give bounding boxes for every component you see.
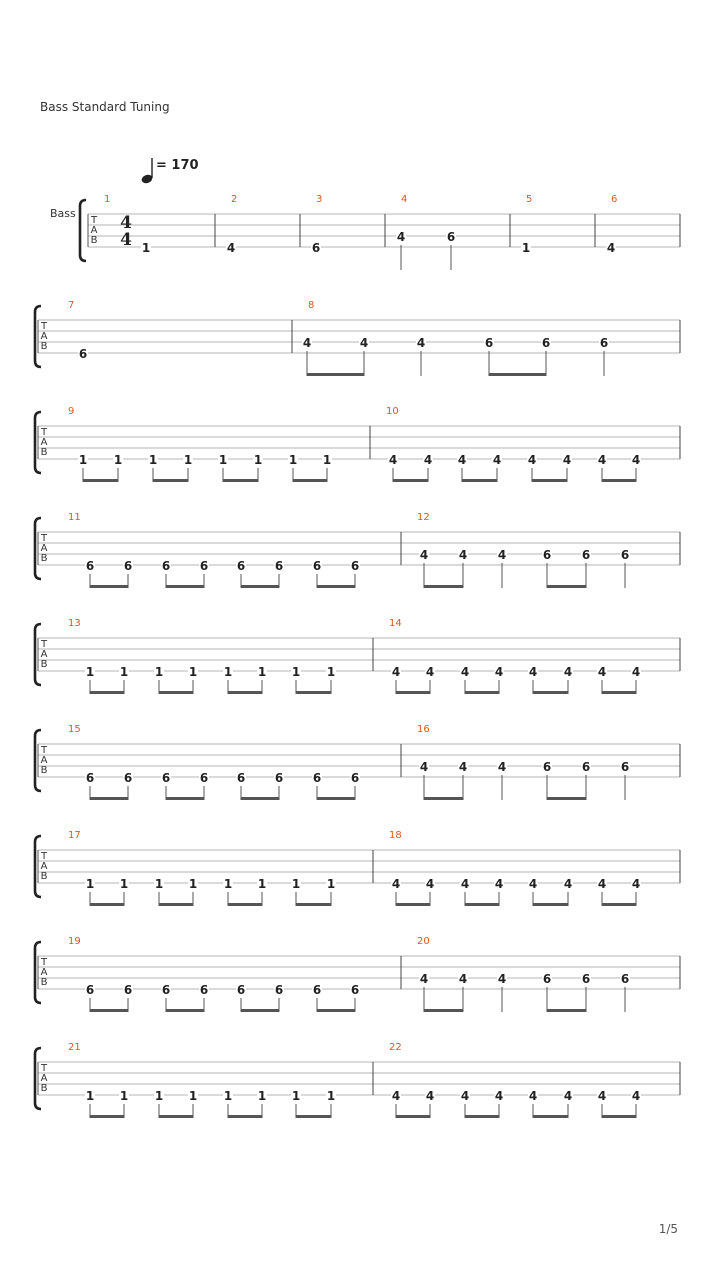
measure-number: 19 [68, 936, 81, 947]
note-beam [159, 903, 193, 906]
note-beam [166, 585, 204, 588]
note-beam [241, 797, 279, 800]
fret-number: 6 [236, 771, 246, 785]
fret-number: 1 [188, 665, 198, 679]
note-beam [533, 691, 568, 694]
note-beam [296, 691, 331, 694]
fret-number: 1 [148, 453, 158, 467]
tab-clef-letter: A [40, 649, 48, 660]
fret-number: 4 [528, 877, 538, 891]
fret-number: 4 [460, 877, 470, 891]
note-beam [424, 585, 463, 588]
fret-number: 6 [581, 548, 591, 562]
fret-number: 4 [391, 877, 401, 891]
fret-number: 6 [85, 559, 95, 573]
tab-clef-letter: B [40, 341, 48, 352]
fret-number: 6 [350, 771, 360, 785]
time-signature-bottom: 4 [120, 230, 132, 250]
fret-number: 4 [631, 877, 641, 891]
fret-number: 4 [563, 1089, 573, 1103]
fret-number: 4 [562, 453, 572, 467]
note-beam [296, 1115, 331, 1118]
fret-number: 6 [311, 241, 321, 255]
measure-number: 2 [231, 194, 238, 205]
tab-clef-letter: B [40, 977, 48, 988]
fret-number: 6 [78, 347, 88, 361]
note-beam [166, 1009, 204, 1012]
fret-number: 6 [236, 983, 246, 997]
note-beam [241, 585, 279, 588]
fret-number: 1 [257, 877, 267, 891]
measure-number: 9 [68, 406, 75, 417]
measure-number: 18 [389, 830, 402, 841]
fret-number: 1 [326, 665, 336, 679]
tab-clef-letter: T [40, 851, 48, 862]
fret-number: 6 [199, 983, 209, 997]
fret-number: 1 [188, 877, 198, 891]
fret-number: 1 [85, 1089, 95, 1103]
note-beam [317, 585, 355, 588]
note-beam [396, 691, 430, 694]
fret-number: 4 [425, 1089, 435, 1103]
fret-number: 4 [419, 972, 429, 986]
measure-number: 17 [68, 830, 81, 841]
measure-number: 15 [68, 724, 81, 735]
note-beam [159, 1115, 193, 1118]
fret-number: 4 [425, 877, 435, 891]
note-beam [396, 903, 430, 906]
tab-clef-letter: A [40, 967, 48, 978]
measure-number: 5 [526, 194, 533, 205]
note-beam [228, 691, 262, 694]
fret-number: 4 [460, 665, 470, 679]
fret-number: 4 [528, 1089, 538, 1103]
fret-number: 4 [302, 336, 312, 350]
fret-number: 1 [223, 1089, 233, 1103]
note-beam [547, 1009, 586, 1012]
tab-clef-letter: B [40, 553, 48, 564]
note-beam [90, 797, 128, 800]
fret-number: 6 [123, 559, 133, 573]
note-beam [465, 1115, 499, 1118]
fret-number: 6 [620, 548, 630, 562]
fret-number: 6 [542, 760, 552, 774]
fret-number: 1 [322, 453, 332, 467]
fret-number: 1 [119, 665, 129, 679]
fret-number: 4 [497, 548, 507, 562]
fret-number: 1 [85, 665, 95, 679]
note-beam [228, 1115, 262, 1118]
fret-number: 6 [274, 559, 284, 573]
fret-number: 4 [425, 665, 435, 679]
fret-number: 6 [161, 771, 171, 785]
fret-number: 4 [631, 453, 641, 467]
tab-clef-letter: A [40, 437, 48, 448]
fret-number: 4 [494, 1089, 504, 1103]
fret-number: 1 [326, 877, 336, 891]
measure-number: 4 [401, 194, 408, 205]
fret-number: 4 [419, 548, 429, 562]
fret-number: 6 [484, 336, 494, 350]
fret-number: 1 [183, 453, 193, 467]
fret-number: 6 [161, 983, 171, 997]
note-beam [90, 691, 124, 694]
fret-number: 6 [85, 771, 95, 785]
fret-number: 1 [223, 665, 233, 679]
note-beam [307, 373, 364, 376]
fret-number: 6 [236, 559, 246, 573]
tab-clef-letter: B [40, 659, 48, 670]
tab-clef-letter: T [40, 639, 48, 650]
note-beam [602, 479, 636, 482]
tab-clef-letter: B [40, 871, 48, 882]
fret-number: 6 [599, 336, 609, 350]
fret-number: 6 [541, 336, 551, 350]
measure-number: 12 [417, 512, 430, 523]
fret-number: 6 [274, 771, 284, 785]
fret-number: 4 [458, 972, 468, 986]
page-number: 1/5 [658, 1222, 678, 1236]
fret-number: 4 [528, 665, 538, 679]
fret-number: 4 [597, 453, 607, 467]
tab-clef-letter: T [40, 957, 48, 968]
measure-number: 1 [104, 194, 111, 205]
fret-number: 6 [123, 983, 133, 997]
fret-number: 1 [154, 877, 164, 891]
measure-number: 14 [389, 618, 402, 629]
fret-number: 1 [78, 453, 88, 467]
fret-number: 1 [141, 241, 151, 255]
fret-number: 1 [218, 453, 228, 467]
fret-number: 4 [631, 1089, 641, 1103]
fret-number: 1 [154, 1089, 164, 1103]
fret-number: 4 [419, 760, 429, 774]
fret-number: 6 [620, 760, 630, 774]
fret-number: 1 [521, 241, 531, 255]
measure-number: 16 [417, 724, 430, 735]
fret-number: 6 [350, 559, 360, 573]
note-beam [296, 903, 331, 906]
tab-clef-letter: A [90, 225, 98, 236]
note-beam [90, 1115, 124, 1118]
fret-number: 6 [161, 559, 171, 573]
note-beam [166, 797, 204, 800]
system-bracket [80, 200, 86, 261]
fret-number: 1 [257, 665, 267, 679]
fret-number: 6 [85, 983, 95, 997]
note-beam [159, 691, 193, 694]
time-signature-top: 4 [120, 213, 132, 233]
tab-clef-letter: B [40, 447, 48, 458]
note-beam [228, 903, 262, 906]
fret-number: 4 [606, 241, 616, 255]
note-beam [465, 903, 499, 906]
fret-number: 4 [527, 453, 537, 467]
measure-number: 21 [68, 1042, 81, 1053]
tab-clef-letter: B [90, 235, 98, 246]
measure-number: 20 [417, 936, 430, 947]
note-beam [241, 1009, 279, 1012]
tab-clef-letter: A [40, 755, 48, 766]
measure-number: 7 [68, 300, 75, 311]
fret-number: 1 [291, 665, 301, 679]
fret-number: 4 [563, 665, 573, 679]
fret-number: 1 [291, 877, 301, 891]
fret-number: 4 [597, 665, 607, 679]
fret-number: 6 [312, 771, 322, 785]
measure-number: 11 [68, 512, 81, 523]
fret-number: 6 [581, 972, 591, 986]
tab-clef-letter: T [90, 215, 98, 226]
tab-clef-letter: T [40, 427, 48, 438]
note-beam [317, 797, 355, 800]
instrument-label: Bass [50, 207, 76, 220]
fret-number: 4 [563, 877, 573, 891]
note-beam [533, 903, 568, 906]
note-beam [602, 1115, 636, 1118]
fret-number: 6 [199, 771, 209, 785]
note-beam [293, 479, 327, 482]
fret-number: 1 [291, 1089, 301, 1103]
note-beam [223, 479, 258, 482]
fret-number: 6 [446, 230, 456, 244]
note-beam [547, 585, 586, 588]
note-beam [83, 479, 118, 482]
fret-number: 4 [494, 877, 504, 891]
tab-clef-letter: B [40, 765, 48, 776]
tab-clef-letter: T [40, 321, 48, 332]
note-beam [393, 479, 428, 482]
tuning-label: Bass Standard Tuning [40, 100, 170, 114]
note-beam [90, 585, 128, 588]
note-beam [547, 797, 586, 800]
note-beam [489, 373, 546, 376]
fret-number: 1 [326, 1089, 336, 1103]
fret-number: 4 [458, 760, 468, 774]
fret-number: 4 [226, 241, 236, 255]
measure-number: 8 [308, 300, 315, 311]
fret-number: 1 [223, 877, 233, 891]
fret-number: 4 [416, 336, 426, 350]
fret-number: 6 [312, 559, 322, 573]
fret-number: 4 [460, 1089, 470, 1103]
note-beam [317, 1009, 355, 1012]
note-beam [424, 1009, 463, 1012]
measure-number: 22 [389, 1042, 402, 1053]
measure-number: 3 [316, 194, 323, 205]
fret-number: 6 [542, 548, 552, 562]
fret-number: 4 [359, 336, 369, 350]
tab-clef-letter: T [40, 1063, 48, 1074]
fret-number: 6 [312, 983, 322, 997]
fret-number: 1 [154, 665, 164, 679]
note-beam [90, 1009, 128, 1012]
tab-clef-letter: T [40, 533, 48, 544]
fret-number: 6 [581, 760, 591, 774]
fret-number: 4 [396, 230, 406, 244]
note-beam [396, 1115, 430, 1118]
note-beam [153, 479, 188, 482]
tab-clef-letter: T [40, 745, 48, 756]
fret-number: 1 [119, 877, 129, 891]
measure-number: 13 [68, 618, 81, 629]
fret-number: 6 [620, 972, 630, 986]
note-beam [462, 479, 497, 482]
tab-clef-letter: A [40, 331, 48, 342]
fret-number: 4 [597, 877, 607, 891]
fret-number: 1 [188, 1089, 198, 1103]
fret-number: 6 [123, 771, 133, 785]
fret-number: 6 [542, 972, 552, 986]
fret-number: 4 [494, 665, 504, 679]
measure-number: 10 [386, 406, 399, 417]
note-beam [602, 903, 636, 906]
note-beam [90, 903, 124, 906]
fret-number: 6 [350, 983, 360, 997]
note-beam [602, 691, 636, 694]
tab-clef-letter: B [40, 1083, 48, 1094]
fret-number: 4 [423, 453, 433, 467]
fret-number: 4 [597, 1089, 607, 1103]
fret-number: 4 [631, 665, 641, 679]
measure-number: 6 [611, 194, 618, 205]
note-beam [424, 797, 463, 800]
note-beam [533, 1115, 568, 1118]
fret-number: 4 [458, 548, 468, 562]
tempo-marking: = 170 [156, 158, 199, 173]
fret-number: 1 [113, 453, 123, 467]
fret-number: 4 [497, 760, 507, 774]
note-beam [532, 479, 567, 482]
fret-number: 6 [274, 983, 284, 997]
tab-clef-letter: A [40, 543, 48, 554]
fret-number: 1 [253, 453, 263, 467]
tab-clef-letter: A [40, 861, 48, 872]
fret-number: 1 [257, 1089, 267, 1103]
fret-number: 4 [492, 453, 502, 467]
fret-number: 1 [288, 453, 298, 467]
fret-number: 4 [391, 665, 401, 679]
tab-clef-letter: A [40, 1073, 48, 1084]
fret-number: 4 [388, 453, 398, 467]
fret-number: 4 [391, 1089, 401, 1103]
note-beam [465, 691, 499, 694]
fret-number: 4 [497, 972, 507, 986]
fret-number: 1 [85, 877, 95, 891]
fret-number: 4 [457, 453, 467, 467]
fret-number: 6 [199, 559, 209, 573]
fret-number: 1 [119, 1089, 129, 1103]
